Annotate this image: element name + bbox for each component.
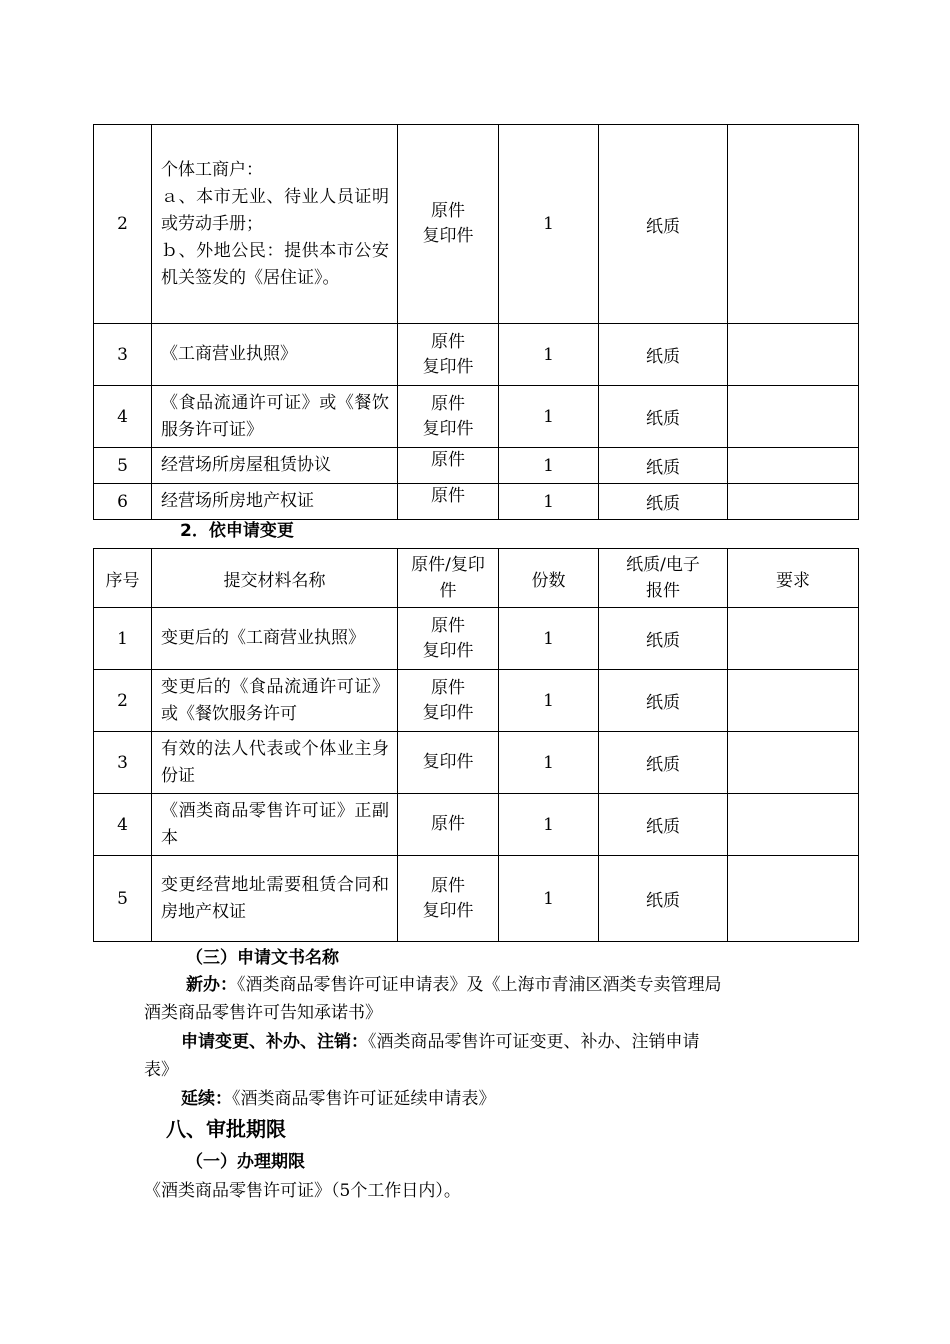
table-row bbox=[94, 732, 859, 794]
row-number: 2 bbox=[94, 670, 152, 732]
doc-renew-line bbox=[181, 1084, 496, 1109]
row-number: 4 bbox=[94, 794, 152, 856]
original-or-copy bbox=[398, 324, 499, 386]
header-req: 要求 bbox=[728, 549, 859, 608]
paper-or-electronic: 纸质 bbox=[599, 670, 728, 732]
doc-names-heading: （三）申请文书名称 bbox=[186, 948, 339, 968]
material-name bbox=[152, 856, 398, 942]
material-name bbox=[152, 794, 398, 856]
material-name-line: 变更经营地址需要租赁合同和房地产权证 bbox=[161, 874, 389, 922]
material-name-line: 个体工商户： bbox=[161, 159, 263, 180]
requirement bbox=[728, 794, 859, 856]
copies-count: 1 bbox=[499, 386, 599, 448]
paper-or-electronic: 纸质 bbox=[599, 856, 728, 942]
material-name bbox=[152, 484, 398, 520]
copies-count: 1 bbox=[499, 732, 599, 794]
requirement bbox=[728, 324, 859, 386]
copies-count: 1 bbox=[499, 794, 599, 856]
approval-heading: 八、审批期限 bbox=[166, 1117, 286, 1141]
type-line: 原件 bbox=[431, 393, 465, 414]
type-line: 原件 bbox=[431, 201, 465, 221]
material-name bbox=[152, 732, 398, 794]
copies-count: 1 bbox=[499, 856, 599, 942]
row-number: 3 bbox=[94, 324, 152, 386]
doc-renew-label: 延续： bbox=[181, 1089, 232, 1109]
requirement bbox=[728, 856, 859, 942]
original-or-copy bbox=[398, 794, 499, 856]
copies-count: 1 bbox=[499, 448, 599, 484]
type-line: 原件 bbox=[431, 814, 465, 834]
paper-or-electronic: 纸质 bbox=[599, 484, 728, 520]
doc-change-text-2: 表》 bbox=[144, 1060, 178, 1080]
paper-or-electronic: 纸质 bbox=[599, 732, 728, 794]
requirement bbox=[728, 386, 859, 448]
table-row bbox=[94, 856, 859, 942]
doc-new-text-1: 《酒类商品零售许可证申请表》及《上海市青浦区酒类专卖管理局 bbox=[237, 975, 722, 995]
copies-count: 1 bbox=[499, 484, 599, 520]
type-line: 原件 bbox=[431, 875, 465, 896]
original-or-copy bbox=[398, 386, 499, 448]
material-name-line: 《工商营业执照》 bbox=[161, 344, 297, 364]
materials-table-new bbox=[93, 124, 859, 520]
requirement bbox=[728, 125, 859, 324]
row-number: 6 bbox=[94, 484, 152, 520]
doc-change-text-1: 《酒类商品零售许可证变更、补办、注销申请 bbox=[368, 1032, 700, 1052]
row-number: 5 bbox=[94, 856, 152, 942]
doc-change-label: 申请变更、补办、注销： bbox=[181, 1032, 368, 1052]
doc-new-line1 bbox=[186, 970, 722, 995]
material-name-line: 《酒类商品零售许可证》正副本 bbox=[161, 800, 389, 848]
requirement bbox=[728, 608, 859, 670]
requirement bbox=[728, 670, 859, 732]
approval-text: 《酒类商品零售许可证》（5个工作日内）。 bbox=[144, 1181, 461, 1201]
requirement bbox=[728, 484, 859, 520]
material-name-line: ｂ、外地公民：提供本市公安机关签发的《居住证》。 bbox=[161, 240, 389, 288]
table-header-row bbox=[94, 549, 859, 608]
paper-or-electronic: 纸质 bbox=[599, 448, 728, 484]
material-name bbox=[152, 608, 398, 670]
table-row bbox=[94, 448, 859, 484]
header-type: 原件/复印 件 bbox=[398, 549, 499, 608]
original-or-copy bbox=[398, 448, 499, 484]
approval-sub-heading: （一）办理期限 bbox=[186, 1152, 305, 1172]
material-name bbox=[152, 448, 398, 484]
paper-or-electronic: 纸质 bbox=[599, 608, 728, 670]
table-row bbox=[94, 386, 859, 448]
copies-count: 1 bbox=[499, 324, 599, 386]
row-number: 2 bbox=[94, 125, 152, 324]
materials-table-change bbox=[93, 548, 859, 942]
material-name-line: 变更后的《食品流通许可证》或《餐饮服务许可 bbox=[161, 676, 389, 724]
type-line: 复印件 bbox=[422, 418, 474, 439]
copies-count: 1 bbox=[499, 670, 599, 732]
type-line: 复印件 bbox=[422, 900, 474, 921]
type-line: 原件 bbox=[431, 486, 465, 506]
requirement bbox=[728, 448, 859, 484]
material-name-line: ａ、本市无业、待业人员证明或劳动手册； bbox=[161, 186, 389, 234]
copies-count: 1 bbox=[499, 125, 599, 324]
row-number: 4 bbox=[94, 386, 152, 448]
type-line: 原件 bbox=[431, 450, 465, 470]
type-line: 原件 bbox=[431, 615, 465, 636]
table-row bbox=[94, 125, 859, 324]
paper-or-electronic: 纸质 bbox=[599, 794, 728, 856]
material-name bbox=[152, 386, 398, 448]
paper-or-electronic: 纸质 bbox=[599, 386, 728, 448]
material-name bbox=[152, 670, 398, 732]
material-name bbox=[152, 125, 398, 324]
type-line: 复印件 bbox=[422, 752, 474, 772]
original-or-copy bbox=[398, 484, 499, 520]
row-number: 3 bbox=[94, 732, 152, 794]
material-name-line: 经营场所房屋租赁协议 bbox=[161, 455, 331, 475]
original-or-copy bbox=[398, 670, 499, 732]
table-row bbox=[94, 794, 859, 856]
doc-change-line1 bbox=[181, 1027, 700, 1052]
doc-new-text-2: 酒类商品零售许可告知承诺书》 bbox=[144, 1003, 382, 1023]
paper-or-electronic: 纸质 bbox=[599, 125, 728, 324]
paper-or-electronic: 纸质 bbox=[599, 324, 728, 386]
material-name-line: 《食品流通许可证》或《餐饮服务许可证》 bbox=[161, 392, 389, 440]
material-name-line: 有效的法人代表或个体业主身份证 bbox=[161, 738, 389, 786]
material-name-line: 变更后的《工商营业执照》 bbox=[161, 628, 365, 648]
table-row bbox=[94, 484, 859, 520]
section-change-title: 2．依申请变更 bbox=[180, 521, 294, 541]
type-line: 原件 bbox=[431, 331, 465, 352]
row-number: 5 bbox=[94, 448, 152, 484]
material-name-line: 经营场所房地产权证 bbox=[161, 491, 314, 511]
header-count: 份数 bbox=[499, 549, 599, 608]
type-line: 原件 bbox=[431, 677, 465, 698]
type-line: 复印件 bbox=[422, 356, 474, 377]
original-or-copy bbox=[398, 125, 499, 324]
material-name bbox=[152, 324, 398, 386]
requirement bbox=[728, 732, 859, 794]
type-line: 复印件 bbox=[422, 640, 474, 661]
table-row bbox=[94, 608, 859, 670]
original-or-copy bbox=[398, 856, 499, 942]
doc-new-label: 新办： bbox=[186, 975, 237, 995]
header-name: 提交材料名称 bbox=[152, 549, 398, 608]
type-line: 复印件 bbox=[422, 226, 474, 246]
row-number: 1 bbox=[94, 608, 152, 670]
table-row bbox=[94, 324, 859, 386]
header-medium: 纸质/电子 报件 bbox=[599, 549, 728, 608]
type-line: 复印件 bbox=[422, 702, 474, 723]
original-or-copy bbox=[398, 608, 499, 670]
table-row bbox=[94, 670, 859, 732]
original-or-copy bbox=[398, 732, 499, 794]
header-no: 序号 bbox=[94, 549, 152, 608]
copies-count: 1 bbox=[499, 608, 599, 670]
doc-renew-text: 《酒类商品零售许可证延续申请表》 bbox=[232, 1089, 496, 1109]
